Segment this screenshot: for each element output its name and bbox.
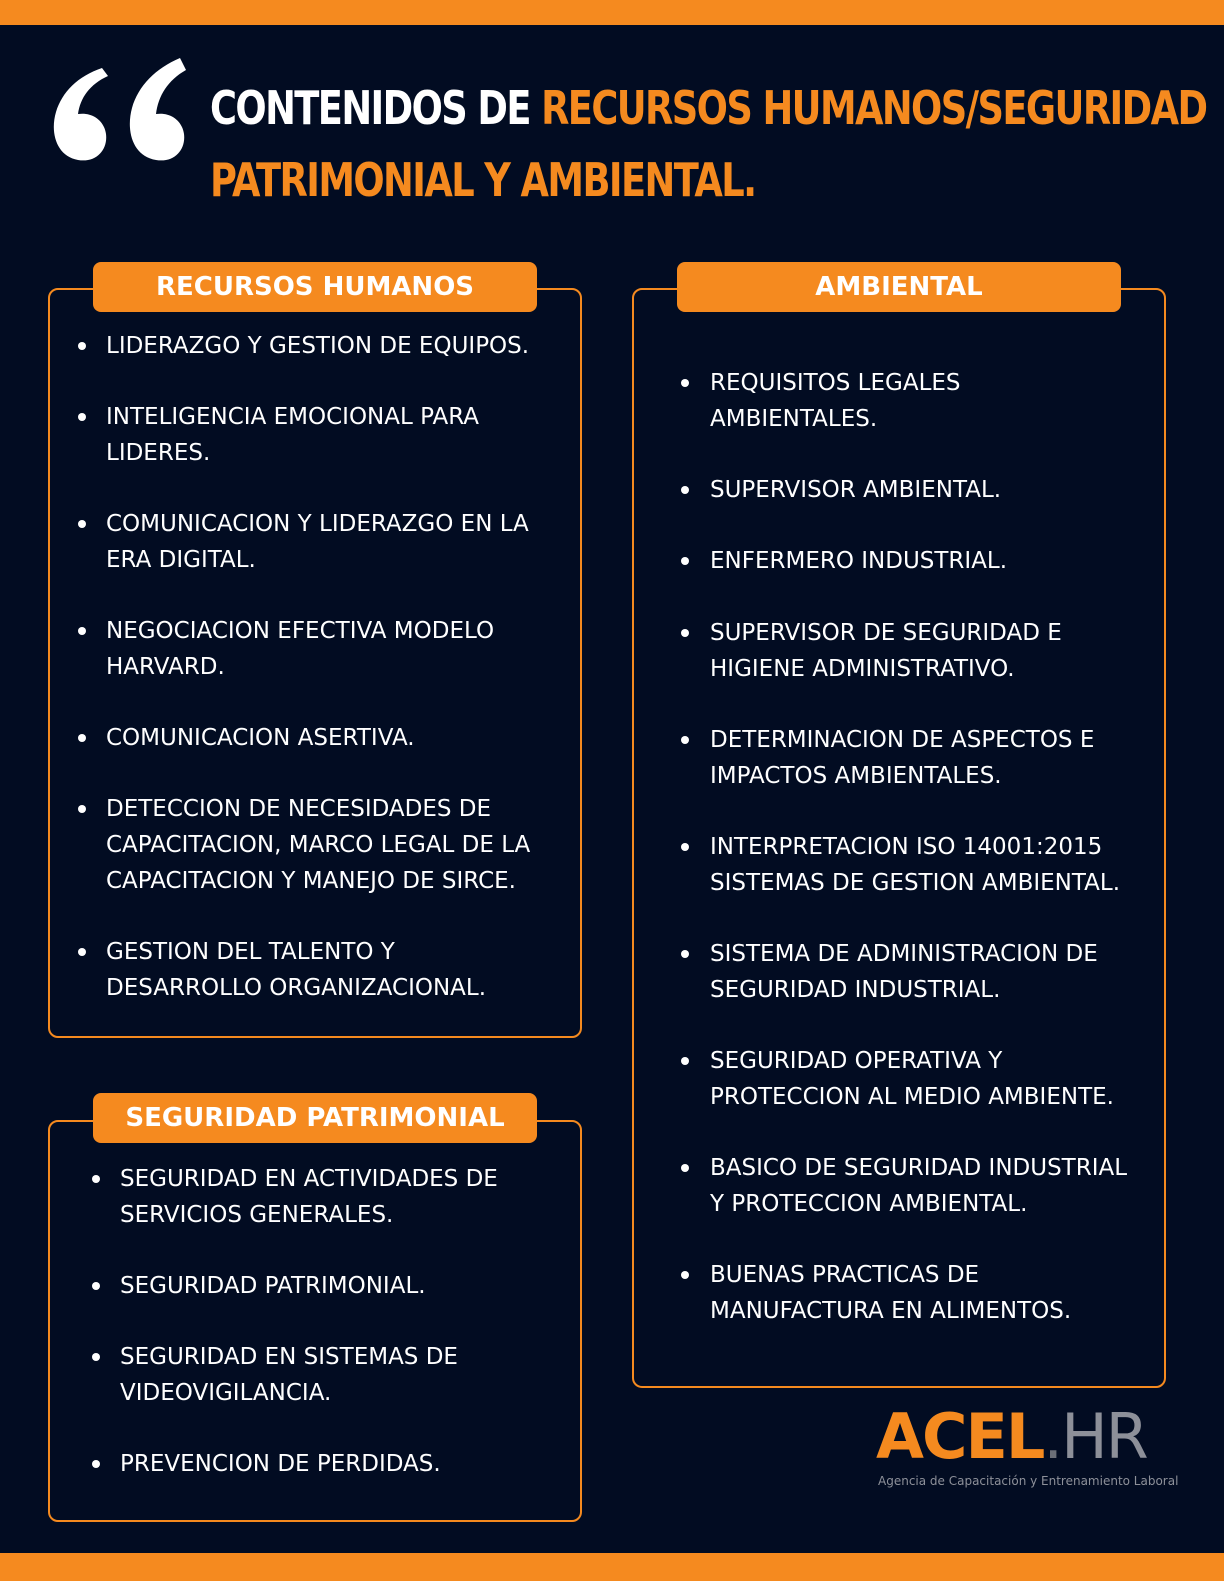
list-item-line: SEGURIDAD EN ACTIVIDADES DE [120,1166,498,1192]
list-item-line: IMPACTOS AMBIENTALES. [710,763,1002,789]
recursos-humanos-title: RECURSOS HUMANOS [93,262,537,312]
list-item-line: INTERPRETACION ISO 14001:2015 [710,834,1103,860]
title-white-part: CONTENIDOS DE [210,81,542,135]
bullet-icon [78,342,86,350]
list-item [710,936,1098,1008]
list-item-line: LIDERES. [106,440,211,466]
bullet-icon [681,1057,689,1065]
title-orange-part-1: RECURSOS HUMANOS/SEGURIDAD [541,81,1207,135]
bullet-icon [92,1175,100,1183]
list-item-line: SEGURIDAD PATRIMONIAL. [120,1273,426,1299]
list-item-line: BUENAS PRACTICAS DE [710,1262,980,1288]
bullet-icon [78,948,86,956]
list-item-line: MANUFACTURA EN ALIMENTOS. [710,1298,1072,1324]
logo-brand-main: ACEL [876,1400,1044,1473]
list-item-line: HIGIENE ADMINISTRATIVO. [710,656,1015,682]
list-item-line: PREVENCION DE PERDIDAS. [120,1451,441,1477]
list-item [710,365,961,437]
acel-hr-logo [876,1400,1179,1498]
list-item-line: CAPACITACION Y MANEJO DE SIRCE. [106,868,516,894]
list-item [106,791,530,899]
list-item [106,506,529,578]
list-item-line: NEGOCIACION EFECTIVA MODELO [106,618,495,644]
list-item-line: Y PROTECCION AMBIENTAL. [710,1191,1028,1217]
list-item-line: ENFERMERO INDUSTRIAL. [710,548,1008,574]
list-item-line: SEGURIDAD OPERATIVA Y [710,1048,1003,1074]
list-item-line: BASICO DE SEGURIDAD INDUSTRIAL [710,1155,1128,1181]
bullet-icon [92,1460,100,1468]
title-orange-part-2: PATRIMONIAL Y AMBIENTAL. [210,153,756,207]
list-item [710,543,1007,579]
bullet-icon [681,379,689,387]
seguridad-patrimonial-title: SEGURIDAD PATRIMONIAL [93,1093,537,1143]
list-item-line: COMUNICACION Y LIDERAZGO EN LA [106,511,529,537]
list-item-line: VIDEOVIGILANCIA. [120,1380,332,1406]
list-item-line: INTELIGENCIA EMOCIONAL PARA [106,404,480,430]
list-item-line: ERA DIGITAL. [106,547,256,573]
list-item-line: COMUNICACION ASERTIVA. [106,725,415,751]
logo-brand-dot: . [1043,1400,1062,1473]
bullet-icon [681,1271,689,1279]
list-item [106,720,415,756]
list-item [120,1268,426,1304]
list-item-line: SERVICIOS GENERALES. [120,1202,394,1228]
list-item [106,613,494,685]
quote-open-icon [44,50,194,165]
list-item-line: DETERMINACION DE ASPECTOS E [710,727,1095,753]
bullet-icon [92,1353,100,1361]
bottom-accent-bar [0,1553,1224,1581]
bullet-icon [78,520,86,528]
logo-brand-suffix: HR [1061,1400,1147,1473]
bullet-icon [78,413,86,421]
bullet-icon [681,950,689,958]
top-accent-bar [0,0,1224,25]
list-item-line: SISTEMAS DE GESTION AMBIENTAL. [710,870,1121,896]
list-item [710,722,1094,794]
list-item-line: LIDERAZGO Y GESTION DE EQUIPOS. [106,333,530,359]
list-item [710,829,1120,901]
list-item-line: CAPACITACION, MARCO LEGAL DE LA [106,832,531,858]
bullet-icon [681,736,689,744]
list-item-line: GESTION DEL TALENTO Y [106,939,395,965]
list-item [120,1339,458,1411]
list-item [106,328,529,364]
list-item [710,615,1062,687]
list-item-line: SEGURIDAD EN SISTEMAS DE [120,1344,458,1370]
bullet-icon [78,805,86,813]
list-item-line: AMBIENTALES. [710,406,878,432]
bullet-icon [78,627,86,635]
list-item-line: PROTECCION AL MEDIO AMBIENTE. [710,1084,1114,1110]
page-title [210,72,1207,216]
list-item-line: DESARROLLO ORGANIZACIONAL. [106,975,487,1001]
bullet-icon [681,629,689,637]
list-item-line: DETECCION DE NECESIDADES DE [106,796,492,822]
bullet-icon [681,843,689,851]
list-item [120,1446,441,1482]
bullet-icon [681,486,689,494]
list-item [710,1257,1071,1329]
list-item-line: REQUISITOS LEGALES [710,370,961,396]
list-item-line: SUPERVISOR DE SEGURIDAD E [710,620,1062,646]
list-item [710,472,1001,508]
bullet-icon [78,734,86,742]
bullet-icon [681,557,689,565]
list-item-line: SEGURIDAD INDUSTRIAL. [710,977,1001,1003]
list-item [106,399,479,471]
list-item [106,934,486,1006]
bullet-icon [681,1164,689,1172]
logo-tagline: Agencia de Capacitación y Entrenamiento Laboral [878,1474,1179,1488]
list-item [120,1161,498,1233]
logo-wordmark [876,1402,1147,1472]
list-item-line: SISTEMA DE ADMINISTRACION DE [710,941,1098,967]
list-item-line: HARVARD. [106,654,225,680]
bullet-icon [92,1282,100,1290]
ambiental-title: AMBIENTAL [677,262,1121,312]
list-item [710,1150,1127,1222]
list-item [710,1043,1114,1115]
list-item-line: SUPERVISOR AMBIENTAL. [710,477,1002,503]
